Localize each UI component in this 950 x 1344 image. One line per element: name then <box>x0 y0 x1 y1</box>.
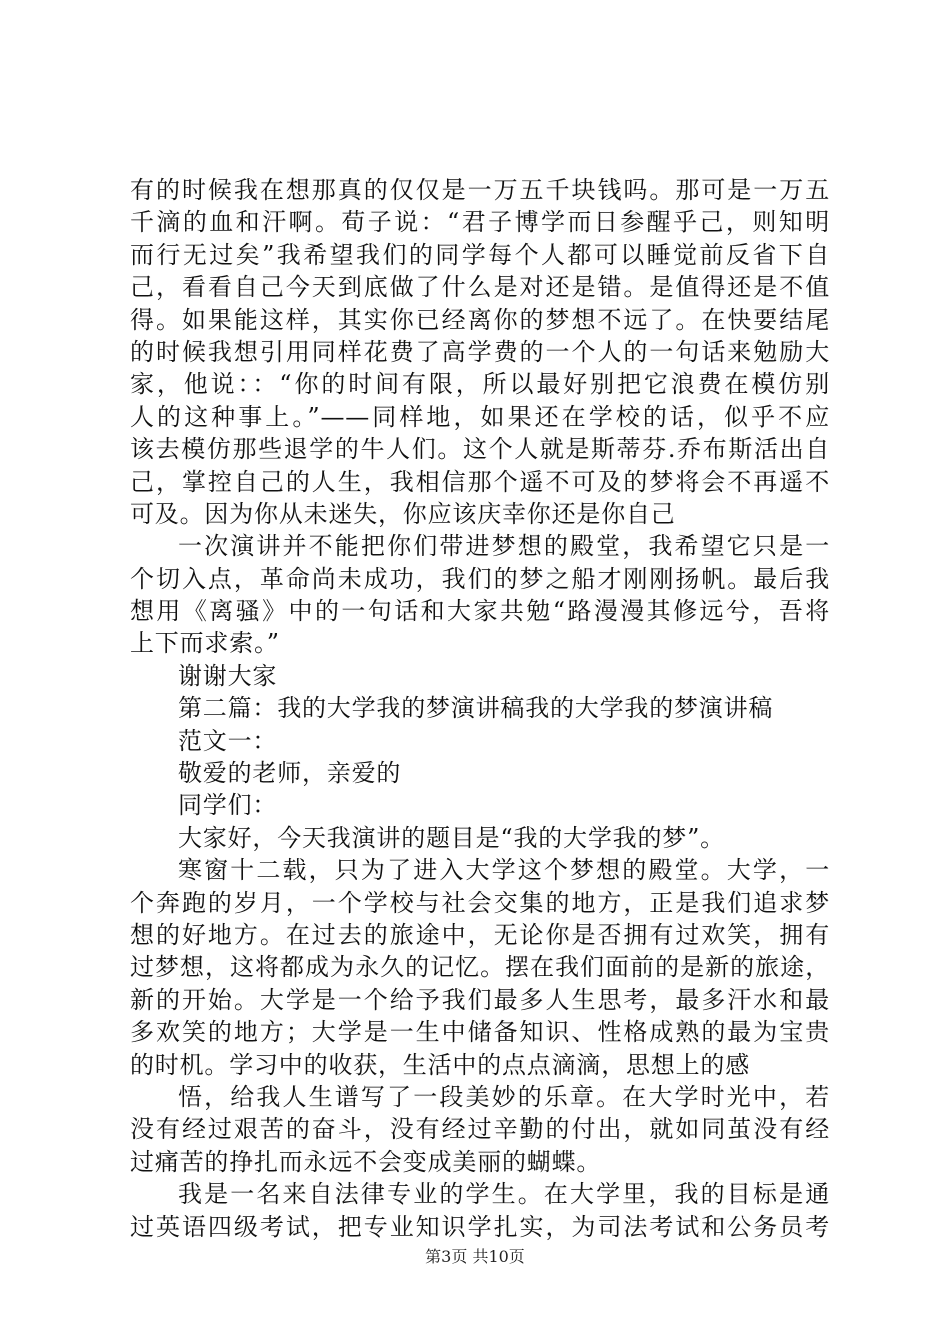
text-line: 可及。因为你从未迷失，你应该庆幸你还是你自己 <box>130 499 676 528</box>
text-line: 而行无过矣”我希望我们的同学每个人都可以睡觉前反省下自 <box>130 240 830 269</box>
text-line: 新的开始。大学是一个给予我们最多人生思考，最多汗水和最 <box>130 985 830 1014</box>
text-line: 我是一名来自法律专业的学生。在大学里，我的目标是通 <box>178 1180 830 1209</box>
text-line: 过梦想，这将都成为永久的记忆。摆在我们面前的是新的旅途， <box>130 953 830 982</box>
text-line: 该去模仿那些退学的牛人们。这个人就是斯蒂芬.乔布斯活出自 <box>130 435 830 464</box>
text-line: 有的时候我在想那真的仅仅是一万五千块钱吗。那可是一万五 <box>130 176 830 204</box>
text-line: 同学们： <box>178 791 278 820</box>
text-line: 人的这种事上。”——同样地，如果还在学校的话，似乎不应 <box>130 402 830 431</box>
text-line: 己，掌控自己的人生，我相信那个遥不可及的梦将会不再遥不 <box>130 467 830 496</box>
text-line: 多欢笑的地方；大学是一生中储备知识、性格成熟的最为宝贵 <box>130 1018 830 1047</box>
text-line: 悟，给我人生谱写了一段美妙的乐章。在大学时光中，若 <box>178 1082 830 1111</box>
text-line: 想用《离骚》中的一句话和大家共勉“路漫漫其修远兮，吾将 <box>130 597 830 626</box>
text-line: 个奔跑的岁月，一个学校与社会交集的地方，正是我们追求梦 <box>130 888 830 917</box>
text-line: 个切入点，革命尚未成功，我们的梦之船才刚刚扬帆。最后我 <box>130 564 830 593</box>
text-line: 过英语四级考试，把专业知识学扎实，为司法考试和公务员考 <box>130 1212 830 1241</box>
text-line: 寒窗十二载，只为了进入大学这个梦想的殿堂。大学，一 <box>178 856 830 885</box>
text-line: 一次演讲并不能把你们带进梦想的殿堂，我希望它只是一 <box>178 532 830 561</box>
text-line: 家，他说：：“你的时间有限，所以最好别把它浪费在模仿别 <box>130 370 830 399</box>
text-line: 大家好，今天我演讲的题目是“我的大学我的梦”。 <box>178 823 725 852</box>
text-line: 谢谢大家 <box>178 661 278 690</box>
text-line: 敬爱的老师，亲爱的 <box>178 759 402 788</box>
text-line: 想的好地方。在过去的旅途中，无论你是否拥有过欢笑，拥有 <box>130 920 830 949</box>
section-heading: 第二篇：我的大学我的梦演讲稿我的大学我的梦演讲稿 <box>178 694 774 723</box>
text-line: 没有经过艰苦的奋斗，没有经过辛勤的付出，就如同茧没有经 <box>130 1115 830 1144</box>
text-line: 过痛苦的挣扎而永远不会变成美丽的蝴蝶。 <box>130 1147 602 1176</box>
text-line: 范文一： <box>178 726 278 755</box>
document-body <box>130 174 830 1243</box>
text-line: 的时候我想引用同样花费了高学费的一个人的一句话来勉励大 <box>130 337 830 366</box>
text-line: 上下而求索。” <box>130 629 280 658</box>
text-line: 千滴的血和汗啊。荀子说：“君子博学而日参醒乎己，则知明 <box>130 208 830 237</box>
text-line: 的时机。学习中的收获，生活中的点点滴滴，思想上的感 <box>130 1050 750 1079</box>
text-line: 得。如果能这样，其实你已经离你的梦想不远了。在快要结尾 <box>130 305 830 334</box>
page-number-footer: 第3页 共10页 <box>425 1247 525 1266</box>
text-line: 己，看看自己今天到底做了什么是对还是错。是值得还是不值 <box>130 273 830 302</box>
